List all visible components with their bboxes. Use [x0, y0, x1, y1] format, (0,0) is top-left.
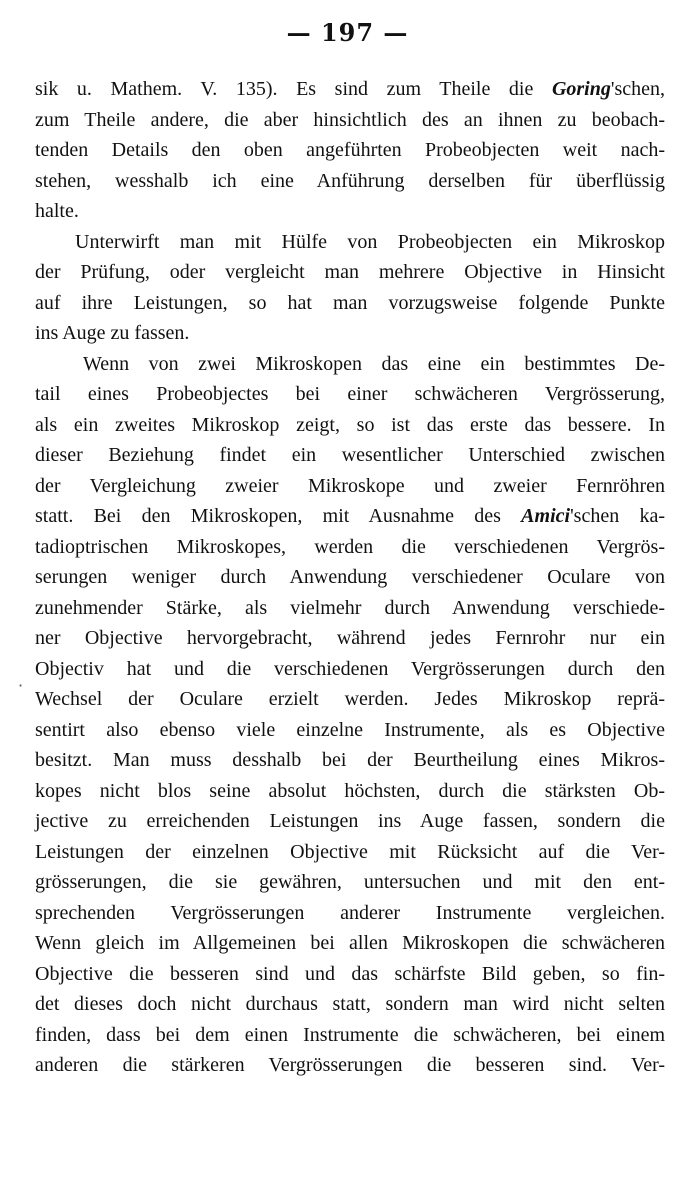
- text-line: [35, 989, 665, 1020]
- text-line: [35, 928, 665, 959]
- text-line: [35, 532, 665, 563]
- text-segment: kopes nicht blos seine absolut höchsten, durch die stärksten Ob-: [35, 779, 665, 802]
- text-segment: sentirt also ebenso viele einzelne Instrumente, als es Objective: [35, 718, 665, 741]
- text-line: [35, 288, 665, 319]
- text-line: [35, 898, 665, 929]
- text-line: [35, 501, 665, 532]
- text-line: [35, 166, 665, 197]
- page-number-header: — 197 —: [286, 18, 409, 47]
- text-line: [35, 593, 665, 624]
- text-segment: als ein zweites Mikroskop zeigt, so ist das erste das bessere. In: [35, 413, 665, 436]
- text-segment: Wenn gleich im Allgemeinen bei allen Mikroskopen die schwächeren: [35, 932, 665, 954]
- text-segment: ner Objective hervorgebracht, während jedes Fernrohr nur ein: [35, 627, 665, 649]
- text-segment: tenden Details den oben angeführten Probeobjecten weit nach-: [35, 139, 665, 161]
- text-segment: sprechenden Vergrösserungen anderer Instrumente vergleichen.: [35, 901, 665, 924]
- text-segment: auf ihre Leistungen, so hat man vorzugsweise folgende Punkte: [35, 291, 665, 314]
- text-line: [35, 74, 665, 105]
- text-line: [35, 715, 665, 746]
- text-segment: zunehmender Stärke, als vielmehr durch Anwendung verschiede-: [35, 596, 665, 619]
- text-line: [35, 1050, 665, 1081]
- text-segment: besitzt. Man muss desshalb bei der Beurtheilung eines Mikros-: [35, 749, 665, 771]
- text-segment: Wechsel der Oculare erzielt werden. Jedes Mikroskop reprä-: [35, 688, 665, 710]
- text-line: [35, 410, 665, 441]
- text-line: [35, 1020, 665, 1051]
- paragraph: [35, 74, 665, 227]
- text-line: [35, 196, 665, 227]
- text-segment: Unterwirft man mit Hülfe von Probeobjecten ein Mikroskop: [75, 230, 665, 253]
- text-segment: dieser Beziehung findet ein wesentlicher Unterschied zwischen: [35, 444, 665, 466]
- text-segment: halte.: [35, 200, 79, 222]
- text-segment: ins Auge zu fassen.: [35, 322, 190, 344]
- text-line: [35, 806, 665, 837]
- text-line: [35, 227, 665, 258]
- text-line: [35, 471, 665, 502]
- text-line: [35, 776, 665, 807]
- text-segment: statt. Bei den Mikroskopen, mit Ausnahme des: [35, 505, 522, 527]
- text-segment: Objective die besseren sind und das schärfste Bild geben, so fin-: [35, 962, 665, 985]
- emphasized-name: Amici: [521, 505, 571, 527]
- text-segment: der Prüfung, oder vergleicht man mehrere Objective in Hinsicht: [35, 261, 665, 283]
- text-line: [35, 562, 665, 593]
- text-line: [35, 654, 665, 685]
- text-segment: tadioptrischen Mikroskopes, werden die verschiedenen Vergrös-: [35, 535, 665, 558]
- text-segment: finden, dass bei dem einen Instrumente die schwächeren, bei einem: [35, 1023, 665, 1046]
- text-line: [35, 623, 665, 654]
- text-line: [35, 349, 665, 380]
- text-segment: stehen, wesshalb ich eine Anführung derselben für überflüssig: [35, 169, 665, 192]
- text-line: [35, 318, 665, 349]
- text-segment: anderen die stärkeren Vergrösserungen die besseren sind. Ver-: [35, 1054, 665, 1076]
- text-line: [35, 867, 665, 898]
- text-line: [35, 257, 665, 288]
- text-segment: Wenn von zwei Mikroskopen das eine ein bestimmtes De-: [83, 352, 665, 375]
- text-segment: tail eines Probeobjectes bei einer schwächeren Vergrösserung,: [35, 383, 665, 405]
- text-line: [35, 745, 665, 776]
- text-segment: jective zu erreichenden Leistungen ins Auge fassen, sondern die: [35, 810, 665, 832]
- paragraph: [35, 227, 665, 349]
- text-line: [35, 135, 665, 166]
- text-segment: Leistungen der einzelnen Objective mit Rücksicht auf die Ver-: [35, 840, 665, 863]
- text-segment: zum Theile andere, die aber hinsichtlich des an ihnen zu beobach-: [35, 108, 665, 131]
- text-segment: sik u. Mathem. V. 135). Es sind zum Theile die: [35, 78, 552, 100]
- emphasized-name: Goring: [551, 78, 611, 100]
- text-segment: 'schen ka-: [570, 505, 665, 527]
- paragraph: [35, 349, 665, 1081]
- body-text: [35, 74, 665, 1081]
- text-segment: der Vergleichung zweier Mikroskope und zweier Fernröhren: [35, 474, 665, 497]
- text-segment: det dieses doch nicht durchaus statt, sondern man wird nicht selten: [35, 993, 665, 1015]
- text-line: [35, 959, 665, 990]
- margin-dot-mark: ·: [18, 676, 24, 695]
- text-segment: grösserungen, die sie gewähren, untersuchen und mit den ent-: [35, 871, 665, 893]
- text-line: [35, 684, 665, 715]
- text-segment: Objectiv hat und die verschiedenen Vergrösserungen durch den: [35, 657, 665, 680]
- text-line: [35, 105, 665, 136]
- text-segment: serungen weniger durch Anwendung verschiedener Oculare von: [35, 566, 665, 588]
- text-line: [35, 837, 665, 868]
- text-line: [35, 440, 665, 471]
- text-line: [35, 379, 665, 410]
- text-segment: 'schen,: [610, 78, 665, 100]
